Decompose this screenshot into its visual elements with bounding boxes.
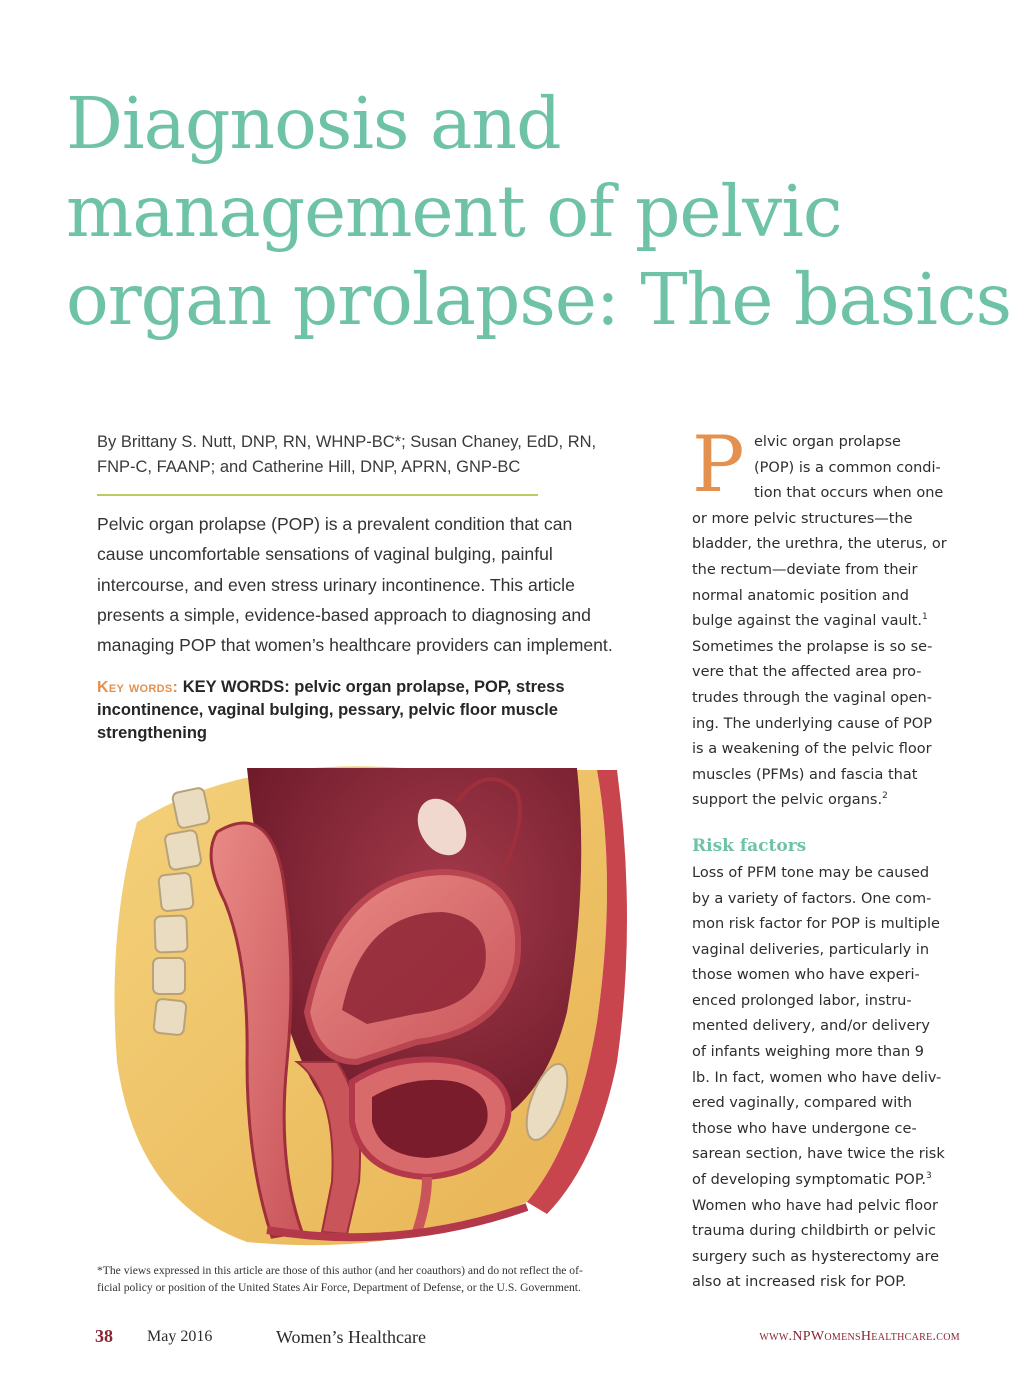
body-line: trudes through the vaginal open- — [692, 689, 932, 706]
byline-line: By Brittany S. Nutt, DNP, RN, WHNP-BC*; Susan Chaney, EdD, RN, — [97, 433, 597, 451]
title-line: Diagnosis and — [66, 82, 561, 165]
body-line: ered vaginally, compared with — [692, 1095, 913, 1112]
body-line: trauma during childbirth or pelvic — [692, 1223, 937, 1240]
divider-rule — [97, 494, 538, 496]
author-byline — [97, 430, 657, 480]
body-line: or more pelvic structures—the — [692, 510, 913, 527]
publication-name: Women’s Healthcare — [276, 1327, 426, 1347]
page-footer — [0, 1326, 1024, 1350]
body-line: those who have undergone ce- — [692, 1120, 917, 1137]
footnote-line: *The views expressed in this article are those of this author (and her coauthors) and do not reflect the of- — [97, 1264, 583, 1277]
page-number: 38 — [95, 1326, 113, 1346]
reference-marker: 3 — [925, 1171, 932, 1182]
abstract-line: managing POP that women’s healthcare providers can implement. — [97, 635, 613, 656]
reference-marker: 2 — [882, 791, 888, 802]
body-line-with-ref — [692, 788, 982, 814]
issue-date: May 2016 — [147, 1328, 213, 1345]
body-line: the rectum—deviate from their — [692, 561, 918, 578]
body-line: lb. In fact, women who have deliv- — [692, 1069, 942, 1086]
title-line: organ prolapse: The basics — [66, 258, 1012, 341]
body-line: vaginal deliveries, particularly in — [692, 941, 930, 958]
body-line: surgery such as hysterectomy are — [692, 1248, 940, 1265]
body-line: is a weakening of the pelvic floor — [692, 741, 932, 758]
keywords-line: incontinence, vaginal bulging, pessary, pelvic floor muscle — [97, 701, 558, 719]
body-text: support the pelvic organs. — [692, 792, 883, 809]
body-line: bladder, the urethra, the uterus, or — [692, 536, 947, 553]
keywords-block — [97, 676, 657, 745]
keywords-line — [97, 676, 657, 699]
body-line: Loss of PFM tone may be caused — [692, 864, 930, 881]
body-text: of developing symptomatic POP. — [692, 1172, 926, 1189]
body-text: bulge against the vaginal vault. — [692, 613, 922, 630]
body-line: vere that the affected area pro- — [692, 664, 922, 681]
body-line-with-ref — [692, 609, 982, 635]
keywords-line: strengthening — [97, 724, 207, 742]
body-line: mented delivery, and/or delivery — [692, 1018, 930, 1035]
footnote-line: ficial policy or position of the United States Air Force, Department of Defense, or the U.S. Government. — [97, 1281, 581, 1294]
keywords-label: Key words: — [97, 679, 179, 696]
abstract-line: Pelvic organ prolapse (POP) is a prevalent condition that can — [97, 514, 573, 534]
abstract-line: presents a simple, evidence-based approach to diagnosing and — [97, 604, 591, 625]
body-line: elvic organ prolapse — [754, 434, 901, 450]
body-line: Women who have had pelvic floor — [692, 1197, 938, 1214]
body-line: ing. The underlying cause of POP — [692, 715, 932, 732]
body-line: also at increased risk for POP. — [692, 1274, 907, 1291]
body-line: (POP) is a common condi- — [754, 459, 941, 476]
abstract-line: intercourse, and even stress urinary incontinence. This article — [97, 574, 575, 595]
byline-line: FNP-C, FAANP; and Catherine Hill, DNP, APRN, GNP-BC — [97, 458, 521, 476]
section-heading-risk-factors: Risk factors — [692, 835, 807, 856]
pelvic-anatomy-illustration — [97, 762, 657, 1250]
body-line: those women who have experi- — [692, 967, 920, 984]
reference-marker: 1 — [922, 612, 928, 623]
body-column — [692, 420, 982, 1296]
abstract — [97, 509, 667, 660]
title-line: management of pelvic — [66, 170, 842, 253]
keywords-text: KEY WORDS: pelvic organ prolapse, POP, stress — [182, 678, 565, 696]
body-line: tion that occurs when one — [754, 485, 944, 502]
body-line: normal anatomic position and — [692, 587, 909, 604]
body-line: enced prolonged labor, instru- — [692, 992, 912, 1009]
abstract-line: cause uncomfortable sensations of vaginal bulging, painful — [97, 544, 553, 565]
body-line-with-ref — [692, 1168, 982, 1194]
article-title — [66, 80, 1012, 344]
drop-cap: P — [692, 420, 745, 510]
website-link[interactable]: www.NPWomensHealthcare.com — [759, 1329, 960, 1344]
disclaimer-footnote — [97, 1262, 667, 1296]
body-line: mon risk factor for POP is multiple — [692, 916, 940, 933]
body-line: muscles (PFMs) and fascia that — [692, 766, 918, 783]
body-line: sarean section, have twice the risk — [692, 1146, 945, 1163]
body-line: Sometimes the prolapse is so se- — [692, 638, 933, 655]
body-line: of infants weighing more than 9 — [692, 1044, 925, 1061]
body-line: by a variety of factors. One com- — [692, 890, 932, 907]
